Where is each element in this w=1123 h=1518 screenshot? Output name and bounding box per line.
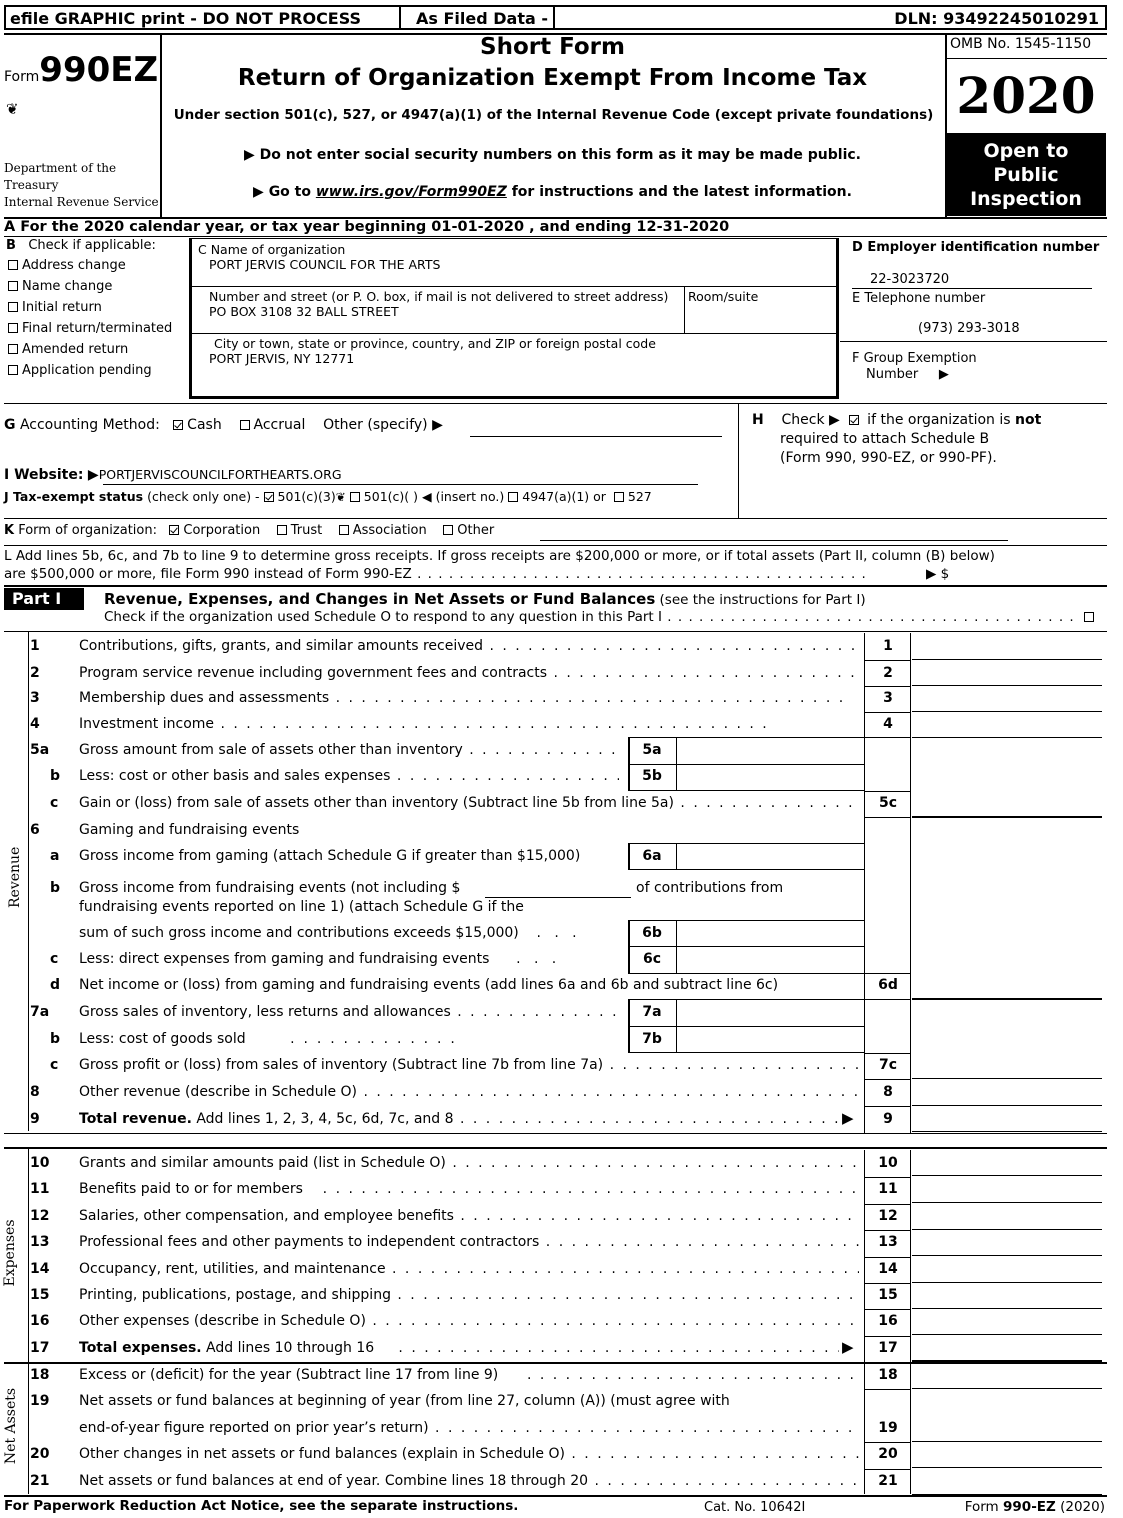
line-13-number: 13 — [30, 1234, 50, 1250]
line-18-label: Excess or (deficit) for the year (Subtract line 17 from line 9) — [79, 1367, 499, 1383]
line-9-arrow-icon: ▶ — [842, 1109, 854, 1127]
line-4-number: 4 — [30, 716, 40, 732]
line-9-amount[interactable] — [912, 1106, 1102, 1132]
line-5c-label: Gain or (loss) from sale of assets other than inventory (Subtract line 5b from line 5a) — [79, 795, 674, 811]
omb-number: OMB No. 1545-1150 — [950, 36, 1092, 52]
footer-form-prefix: Form — [964, 1499, 1004, 1515]
line-13-amount[interactable] — [912, 1230, 1102, 1256]
side-label-expenses: Expenses — [2, 1219, 18, 1287]
line-6-number: 6 — [30, 822, 40, 838]
form-of-org-row — [4, 523, 494, 538]
line-17-arrow-icon: ▶ — [842, 1338, 854, 1356]
h-letter: H — [752, 412, 764, 428]
name-change-checkbox[interactable] — [8, 281, 18, 291]
footer-form-year: (2020) — [1055, 1499, 1105, 1515]
line-l-2-text: are $500,000 or more, file Form 990 instead of Form 990-EZ — [4, 566, 412, 582]
line-3-ref: 3 — [883, 690, 893, 706]
side-label-revenue: Revenue — [7, 846, 23, 908]
line-7b-amount[interactable] — [628, 1026, 864, 1053]
line-5b-ref: 5b — [642, 768, 662, 784]
part1-label: Part I — [4, 588, 84, 610]
line-19-amount[interactable] — [912, 1389, 1102, 1442]
line-11-amount[interactable] — [912, 1177, 1102, 1203]
street-label: Number and street (or P. O. box, if mail is not delivered to street address) — [209, 289, 669, 304]
trust-label: Trust — [290, 523, 323, 538]
line-7a-number: 7a — [30, 1004, 50, 1020]
association-checkbox[interactable] — [339, 525, 349, 535]
line-6b-number: b — [50, 880, 61, 896]
line-6c-text: Less: direct expenses from gaming and fundraising events . . . — [79, 951, 557, 967]
schedule-o-checkbox[interactable] — [1084, 612, 1094, 622]
line-3-text — [79, 690, 849, 706]
line-l-arrow: ▶ $ — [922, 566, 949, 582]
line-7a-ref: 7a — [642, 1004, 662, 1020]
line-17-label: Add lines 10 through 16 — [201, 1340, 375, 1356]
section-b — [6, 238, 156, 253]
h-not: not — [1015, 412, 1042, 428]
line-5b-amount[interactable] — [628, 764, 864, 791]
ssn-notice: ▶ Do not enter social security numbers on this form as it may be made public. — [243, 147, 861, 163]
line-12-text — [79, 1208, 859, 1224]
line-7b-ref: 7b — [642, 1031, 662, 1047]
other-specify-label: Other (specify) ▶ — [323, 417, 443, 433]
line-6d-number: d — [50, 977, 61, 993]
line-7a-amount[interactable] — [628, 999, 864, 1026]
b-checklist — [8, 258, 172, 384]
final-return-checkbox[interactable] — [8, 323, 18, 333]
line-15-text — [79, 1287, 859, 1303]
line-6c-label: Less: direct expenses from gaming and fundraising events — [79, 951, 490, 967]
line-7b-text: Less: cost of goods sold . . . . . . . . . . . . . — [79, 1031, 455, 1047]
line-20-ref: 20 — [878, 1446, 898, 1462]
tax-year: 2020 — [956, 66, 1096, 125]
line-6d-ref: 6d — [878, 977, 898, 993]
accrual-checkbox[interactable] — [240, 420, 250, 430]
line-18-text — [79, 1367, 859, 1383]
line-21-label: Net assets or fund balances at end of year. Combine lines 18 through 20 — [79, 1473, 589, 1489]
open-public-badge — [946, 133, 1106, 216]
website-value[interactable]: PORTJERVISCOUNCILFORTHEARTS.ORG — [98, 467, 342, 482]
line-13-text — [79, 1234, 859, 1250]
line-2-label: Program service revenue including government fees and contracts — [79, 665, 548, 681]
schedule-b-checkbox[interactable] — [849, 415, 859, 425]
line-8-number: 8 — [30, 1084, 40, 1100]
schedule-o-check — [104, 609, 1084, 625]
line-6b-contrib-field[interactable] — [485, 897, 631, 898]
other-specify-field[interactable] — [470, 436, 722, 437]
line-5a-number: 5a — [30, 742, 50, 758]
line-16-amount[interactable] — [912, 1309, 1102, 1335]
line-5b-number: b — [50, 768, 61, 784]
line-18-amount[interactable] — [912, 1363, 1102, 1389]
other-org-label: Other — [457, 523, 495, 538]
amended-return-label: Amended return — [22, 342, 129, 357]
accrual-label: Accrual — [253, 417, 306, 433]
line-8-text — [79, 1084, 859, 1100]
line-6a-label: Gross income from gaming (attach Schedule G if greater than $15,000) — [79, 848, 581, 864]
form-number: 990EZ — [39, 50, 159, 90]
line-17-bold: Total expenses. — [79, 1340, 202, 1356]
line-7c-text — [79, 1057, 859, 1073]
line-16-ref: 16 — [878, 1313, 898, 1329]
line-4-text — [79, 716, 859, 732]
line-9-ref: 9 — [883, 1111, 893, 1127]
line-18-number: 18 — [30, 1367, 50, 1383]
527-label: 527 — [627, 489, 652, 504]
form-subtitle: Under section 501(c), 527, or 4947(a)(1) of the Internal Revenue Code (except private foundations) — [173, 107, 934, 123]
line-2-ref: 2 — [883, 665, 893, 681]
line-7a-label: Gross sales of inventory, less returns and allowances — [79, 1004, 451, 1020]
line-17-amount[interactable] — [912, 1336, 1102, 1362]
line-12-label: Salaries, other compensation, and employee benefits — [79, 1208, 454, 1224]
group-exemption-number: Number ▶ — [866, 367, 949, 382]
accounting-method-label: Accounting Method: — [19, 417, 160, 433]
line-5a-ref: 5a — [642, 742, 662, 758]
line-14-number: 14 — [30, 1261, 50, 1277]
line-9-number: 9 — [30, 1111, 40, 1127]
line-16-number: 16 — [30, 1313, 50, 1329]
section-c-box — [189, 238, 839, 399]
line-6b-text2: fundraising events reported on line 1) (attach Schedule G if the — [79, 899, 524, 915]
line-15-amount[interactable] — [912, 1283, 1102, 1309]
other-org-field[interactable] — [540, 540, 1008, 541]
h-check-label: Check ▶ — [781, 412, 840, 428]
line-7c-ref: 7c — [878, 1057, 898, 1073]
line-12-ref: 12 — [878, 1208, 898, 1224]
line-5c-amount[interactable] — [912, 791, 1102, 817]
line-17-number: 17 — [30, 1340, 50, 1356]
top-banner — [4, 5, 1107, 30]
line-19-text2: end-of-year figure reported on prior year’s return) — [79, 1420, 429, 1436]
527-checkbox[interactable] — [614, 492, 624, 502]
501c-label: 501(c)( ) ◀ (insert no.) — [363, 489, 505, 504]
line-10-text — [79, 1155, 859, 1171]
org-name[interactable]: PORT JERVIS COUNCIL FOR THE ARTS — [209, 257, 441, 272]
line-19-text1: Net assets or fund balances at beginning of year (from line 27, column (A)) (must agree with — [79, 1393, 730, 1409]
line-5a-amount[interactable] — [628, 737, 864, 764]
line-2-number: 2 — [30, 665, 40, 681]
line-1-text — [79, 638, 859, 654]
line-5c-text — [79, 795, 859, 811]
group-exemption-label: F Group Exemption — [852, 351, 977, 366]
line-11-ref: 11 — [878, 1181, 898, 1197]
eagle-icon: ❦ — [6, 100, 19, 118]
schedule-o-text: Check if the organization used Schedule O to respond to any question in this Part I — [104, 609, 662, 625]
line-8-label: Other revenue (describe in Schedule O) — [79, 1084, 357, 1100]
side-label-net-assets: Net Assets — [3, 1387, 19, 1465]
line-19-ref: 19 — [878, 1420, 898, 1436]
line-14-ref: 14 — [878, 1261, 898, 1277]
city-label: City or town, state or province, country, and ZIP or foreign postal code — [214, 336, 656, 351]
line-6b-text1: Gross income from fundraising events (not including $ — [79, 880, 461, 896]
line-20-amount[interactable] — [912, 1442, 1102, 1468]
line-5b-label: Less: cost or other basis and sales expenses — [79, 768, 391, 784]
accounting-method — [4, 417, 443, 433]
as-filed-label: As Filed Data - — [416, 9, 548, 28]
corporation-checkbox[interactable] — [169, 525, 179, 535]
501c-checkbox[interactable] — [350, 492, 360, 502]
line-19-number: 19 — [30, 1393, 50, 1409]
address-change-checkbox[interactable] — [8, 260, 18, 270]
line-21-amount[interactable] — [912, 1469, 1102, 1495]
line-3-amount[interactable] — [912, 686, 1102, 712]
line-6b-text3-label: sum of such gross income and contributions exceeds $15,000) — [79, 925, 519, 941]
ein-value[interactable]: 22-3023720 — [870, 272, 950, 287]
line-8-ref: 8 — [883, 1084, 893, 1100]
line-l-1: L Add lines 5b, 6c, and 7b to line 9 to determine gross receipts. If gross receipts are $200,000 or more, or if total assets (Part II, column (B) below) — [4, 548, 995, 564]
line-9-bold: Total revenue. — [79, 1111, 192, 1127]
final-return-label: Final return/terminated — [22, 321, 173, 336]
line-5a-label: Gross amount from sale of assets other than inventory — [79, 742, 463, 758]
website-row — [4, 467, 342, 483]
501c3-label: 501(c)(3) — [277, 489, 336, 504]
h-text1: if the organization is — [862, 412, 1016, 428]
line-7b-number: b — [50, 1031, 61, 1047]
line-5c-number: c — [50, 795, 59, 811]
line-5c-ref: 5c — [878, 795, 898, 811]
line-7a-text — [79, 1004, 619, 1020]
line-6a-amount[interactable] — [628, 843, 864, 870]
line-6a-ref: 6a — [642, 848, 662, 864]
line-11-label: Benefits paid to or for members — [79, 1181, 303, 1197]
line-21-text — [79, 1473, 859, 1489]
h-text3: (Form 990, 990-EZ, or 990-PF). — [780, 450, 997, 466]
line-2-text — [79, 665, 859, 681]
line-4-ref: 4 — [883, 716, 893, 732]
line-20-label: Other changes in net assets or fund balances (explain in Schedule O) — [79, 1446, 565, 1462]
part1-title-note: (see the instructions for Part I) — [655, 592, 866, 608]
name-change-label: Name change — [22, 279, 113, 294]
line-11-number: 11 — [30, 1181, 50, 1197]
line-6c-number: c — [50, 951, 59, 967]
line-1-ref: 1 — [866, 638, 910, 654]
tax-exempt-row — [4, 489, 652, 504]
form-of-org-label: Form of organization: — [18, 523, 157, 538]
line-7b-label: Less: cost of goods sold — [79, 1031, 246, 1047]
footer-cat: Cat. No. 10642I — [704, 1500, 806, 1515]
line-2-amount[interactable] — [912, 660, 1102, 686]
irs-link[interactable]: www.irs.gov/Form990EZ — [315, 184, 507, 200]
k-letter: K — [4, 523, 15, 538]
line-5b-text — [79, 768, 619, 784]
part1-title — [104, 590, 866, 608]
room-suite-label: Room/suite — [688, 289, 759, 304]
trust-checkbox[interactable] — [277, 525, 287, 535]
section-a: A For the 2020 calendar year, or tax year beginning 01-01-2020 , and ending 12-31-2020 — [4, 219, 730, 235]
application-pending-label: Application pending — [22, 363, 152, 378]
line-10-ref: 10 — [878, 1155, 898, 1171]
initial-return-label: Initial return — [22, 300, 102, 315]
phone-value[interactable]: (973) 293-3018 — [918, 321, 1020, 336]
line-4-amount[interactable] — [912, 712, 1102, 738]
address-change-label: Address change — [22, 258, 126, 273]
line-6-label: Gaming and fundraising events — [79, 822, 300, 838]
g-letter: G — [4, 417, 16, 433]
line-16-text — [79, 1313, 859, 1329]
go-suffix: for instructions and the latest information. — [506, 184, 852, 200]
application-pending-checkbox[interactable] — [8, 365, 18, 375]
line-7c-label: Gross profit or (loss) from sales of inventory (Subtract line 7b from line 7a) — [79, 1057, 604, 1073]
association-label: Association — [352, 523, 427, 538]
line-6a-number: a — [50, 848, 60, 864]
h-text2: required to attach Schedule B — [780, 431, 990, 447]
line-15-number: 15 — [30, 1287, 50, 1303]
go-prefix: ▶ Go to — [253, 184, 316, 200]
line-6b-text3: sum of such gross income and contributions exceeds $15,000) . . . — [79, 925, 577, 941]
ein-label: D Employer identification number — [852, 240, 1100, 255]
line-18-ref: 18 — [878, 1367, 898, 1383]
form-title: Return of Organization Exempt From Income Tax — [237, 65, 868, 91]
line-4-label: Investment income — [79, 716, 215, 732]
footer-paperwork: For Paperwork Reduction Act Notice, see the separate instructions. — [4, 1498, 519, 1514]
line-1-label: Contributions, gifts, grants, and similar amounts received — [79, 638, 484, 654]
4947-label: 4947(a)(1) or — [522, 489, 606, 504]
line-6c-ref: 6c — [642, 951, 662, 967]
street-address[interactable]: PO BOX 3108 32 BALL STREET — [209, 304, 399, 319]
line-l-2 — [4, 566, 1004, 582]
line-20-text — [79, 1446, 859, 1462]
line-13-label: Professional fees and other payments to independent contractors — [79, 1234, 540, 1250]
part1-title-text: Revenue, Expenses, and Changes in Net Assets or Fund Balances — [104, 590, 656, 608]
line-12-amount[interactable] — [912, 1204, 1102, 1230]
group-number-label: Number — [866, 367, 919, 382]
line-9-label: Add lines 1, 2, 3, 4, 5c, 6d, 7c, and 8 — [191, 1111, 454, 1127]
line-9-text — [79, 1111, 839, 1127]
line-15-ref: 15 — [878, 1287, 898, 1303]
dept-line-2: Treasury — [4, 178, 59, 192]
line-17-ref: 17 — [878, 1340, 898, 1356]
line-10-number: 10 — [30, 1155, 50, 1171]
cash-label: Cash — [187, 417, 222, 433]
line-3-number: 3 — [30, 690, 40, 706]
form-prefix: Form — [4, 69, 40, 85]
dept-line-3: Internal Revenue Service — [4, 195, 159, 209]
line-14-label: Occupancy, rent, utilities, and maintenance — [79, 1261, 386, 1277]
section-b-heading: Check if applicable: — [28, 238, 156, 253]
efile-banner: efile GRAPHIC print - DO NOT PROCESS — [10, 9, 362, 28]
form-id — [4, 50, 158, 90]
line-14-text — [79, 1261, 859, 1277]
org-name-label: C Name of organization — [198, 242, 346, 257]
amended-return-checkbox[interactable] — [8, 344, 18, 354]
website-arrow: ▶ — [87, 467, 99, 483]
tax-exempt-note: (check only one) - — [147, 489, 260, 504]
line-17-text — [79, 1340, 839, 1356]
line-1-amount[interactable] — [912, 634, 1102, 660]
line-3-label: Membership dues and assessments — [79, 690, 330, 706]
line-1-number: 1 — [30, 638, 40, 654]
instructions-notice — [160, 184, 945, 200]
section-b-letter: B — [6, 238, 16, 253]
cash-checkbox[interactable] — [173, 420, 183, 430]
501c3-checkbox[interactable] — [264, 492, 274, 502]
line-6d-amount[interactable] — [912, 973, 1102, 999]
line-6d-label: Net income or (loss) from gaming and fundraising events (add lines 6a and 6b and subtract line 6c) — [79, 977, 779, 993]
line-6c-amount[interactable] — [628, 947, 864, 974]
line-7c-number: c — [50, 1057, 59, 1073]
initial-return-checkbox[interactable] — [8, 302, 18, 312]
line-6b-ref: 6b — [642, 925, 662, 941]
line-10-label: Grants and similar amounts paid (list in Schedule O) — [79, 1155, 446, 1171]
section-h — [752, 411, 1041, 468]
bird-icon: ❦ — [335, 490, 346, 504]
short-form-label: Short Form — [480, 34, 625, 60]
line-11-text — [79, 1181, 859, 1197]
dln: DLN: 93492245010291 — [894, 9, 1099, 28]
footer-form — [965, 1499, 1105, 1515]
line-7c-amount[interactable] — [912, 1053, 1102, 1079]
line-8-amount[interactable] — [912, 1080, 1102, 1106]
website-label: I Website: — [4, 467, 84, 483]
line-16-label: Other expenses (describe in Schedule O) — [79, 1313, 366, 1329]
line-10-amount[interactable] — [912, 1150, 1102, 1176]
line-13-ref: 13 — [878, 1234, 898, 1250]
line-6b-text1b: of contributions from — [636, 880, 784, 896]
corporation-label: Corporation — [183, 523, 261, 538]
phone-label: E Telephone number — [852, 291, 986, 306]
dept-line-1: Department of the — [4, 161, 117, 175]
line-21-ref: 21 — [878, 1473, 898, 1489]
footer-form-number: 990-EZ — [1003, 1499, 1056, 1515]
city-value[interactable]: PORT JERVIS, NY 12771 — [209, 351, 355, 366]
line-14-amount[interactable] — [912, 1257, 1102, 1283]
line-5a-text — [79, 742, 619, 758]
open-public-text: Open to Public Inspection — [970, 139, 1082, 210]
other-org-checkbox[interactable] — [443, 525, 453, 535]
line-21-number: 21 — [30, 1473, 50, 1489]
line-15-label: Printing, publications, postage, and shipping — [79, 1287, 391, 1303]
line-6b-amount[interactable] — [628, 920, 864, 947]
line-20-number: 20 — [30, 1446, 50, 1462]
line-19-text2-wrap — [79, 1420, 859, 1436]
4947-checkbox[interactable] — [508, 492, 518, 502]
schedule-o-cb-wrap — [1080, 610, 1098, 625]
line-12-number: 12 — [30, 1208, 50, 1224]
tax-exempt-label: J Tax-exempt status — [4, 489, 144, 504]
